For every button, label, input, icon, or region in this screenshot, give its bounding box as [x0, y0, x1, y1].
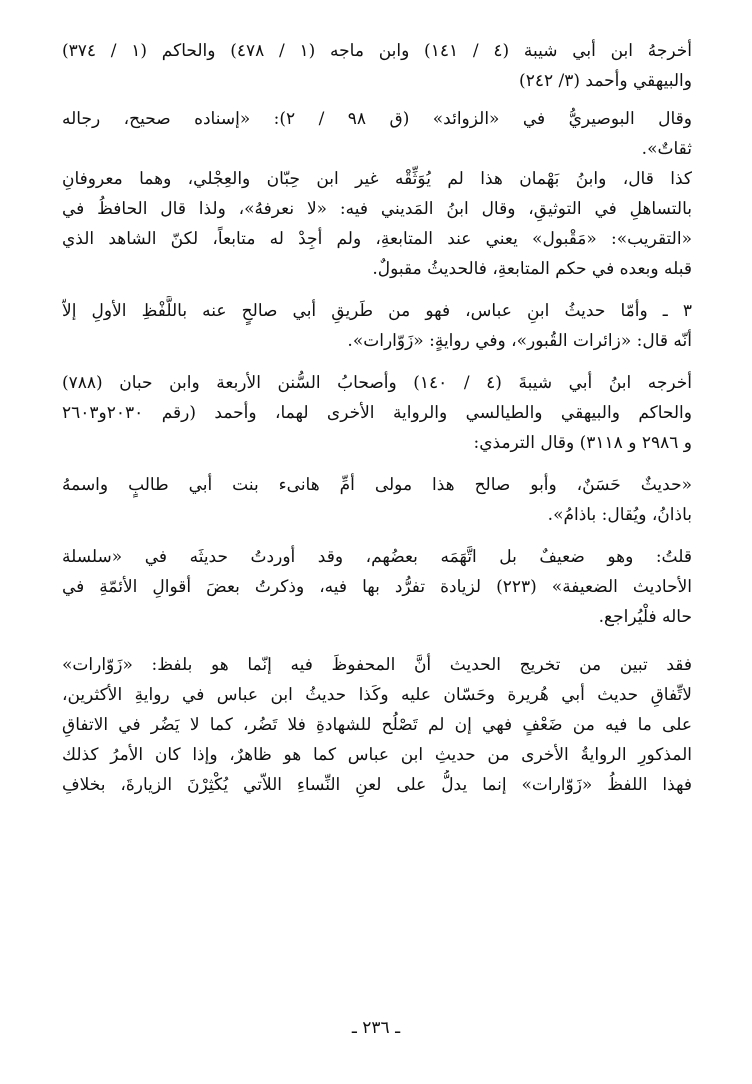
text-line: فقد تبين من تخريج الحديث أنَّ المحفوظَ فيه إنّما هو بلفظ: «زَوّارات» — [62, 655, 692, 675]
text-line: والبيهقي وأحمد (٣/ ٢٤٢) — [519, 71, 692, 91]
paragraph-tirmidhi-quote — [62, 470, 692, 530]
text-line: وقال البوصيريُّ في «الزوائد» (ق ٩٨ / ٢): «إسناده صحيح، رجاله — [62, 109, 692, 129]
text-line: حاله فلْيُراجع. — [598, 607, 692, 627]
text-line: كذا قال، وابنُ بَهْمان هذا لم يُوَثِّقْه غير ابن حِبّان والعِجْلي، وهما معروفانِ — [62, 169, 692, 189]
text-line: قبله وبعده في حكم المتابعةِ، فالحديثُ مقبولٌ. — [372, 259, 692, 279]
text-line: «حديثٌ حَسَنٌ، وأبو صالح هذا مولى أمِّ هانىء بنت أبي طالبٍ واسمهُ — [62, 475, 692, 495]
text-line: لاتِّفاقِ حديث أبي هُريرة وحَسّان عليه وكَذا حديثُ ابن عباس في روايةِ الأكثرين، — [62, 685, 692, 705]
text-line: أنّه قال: «زائرات القُبور»، وفي روايةٍ: «زَوّارات». — [347, 331, 692, 351]
text-line: قلتُ: وهو ضعيفٌ بل اتَّهَمَه بعضُهم، وقد أوردتُ حديثَه في «سلسلة — [62, 547, 692, 567]
text-line: أخرجهُ ابن أبي شيبة (٤ / ١٤١) وابن ماجه (١ / ٤٧٨) والحاكم (١ / ٣٧٤) — [62, 41, 692, 61]
text-line: والحاكم والبيهقي والطيالسي والرواية الأخرى لهما، وأحمد (رقم ٢٠٣٠و٢٦٠٣ — [62, 403, 692, 423]
paragraph-busiri-quote — [62, 104, 692, 164]
paragraph-takhrij-abu-huraira — [62, 36, 692, 96]
text-line: ٣ ـ وأمّا حديثُ ابنِ عباس، فهو من طَريقِ أبي صالحٍ عنه باللَّفْظِ الأولِ إلاّ — [62, 301, 692, 321]
text-line: باذانُ، ويُقال: باذامُ». — [547, 505, 692, 525]
text-line: الأحاديث الضعيفة» (٢٢٣) لزيادة تفرُّد بها فيه، وذكرتُ بعضَ أقوالِ الأئمّةِ في — [62, 577, 692, 597]
paragraph-conclusion — [62, 650, 692, 800]
text-line: على ما فيه من ضَعْفٍ فهي إن لم تَصْلُح للشهادةِ فلا تَضُر، كما لا يَضُر في الاتفاقِ — [62, 715, 692, 735]
paragraph-takhrij-ibn-abbas — [62, 368, 692, 458]
paragraph-ibn-abbas-hadith — [62, 296, 692, 356]
text-line: المذكورِ الروايةُ الأخرى من حديثِ ابن عباس كما هو ظاهرٌ، وإذا كان الأمرُ كذلك — [62, 745, 692, 765]
text-line: فهذا اللفظُ «زَوّارات» إنما يدلُّ على لعنِ النِّساءِ اللاّتي يُكْثِرْنَ الزيارةَ، بخلافِ — [62, 775, 692, 795]
page-number: ـ ٢٣٦ ـ — [351, 1018, 401, 1038]
text-line: «التقريب»: «مَقْبول» يعني عند المتابعةِ، ولم أجِدْ له متابعاً، لكنّ الشاهد الذي — [62, 229, 692, 249]
paragraph-author-comment — [62, 542, 692, 632]
text-line: بالتساهلِ في التوثيقِ، وقال ابنُ المَديني فيه: «لا نعرفهُ»، ولذا قال الحافظُ في — [62, 199, 692, 219]
text-line: أخرجه ابنُ أبي شيبةَ (٤ / ١٤٠) وأصحابُ السُّنن الأربعة وابن حبان (٧٨٨) — [62, 373, 692, 393]
text-line: ثقاتٌ». — [641, 139, 692, 159]
paragraph-ibn-bahman-note — [62, 164, 692, 284]
text-line: و ٢٩٨٦ و ٣١١٨) وقال الترمذي: — [473, 433, 692, 453]
